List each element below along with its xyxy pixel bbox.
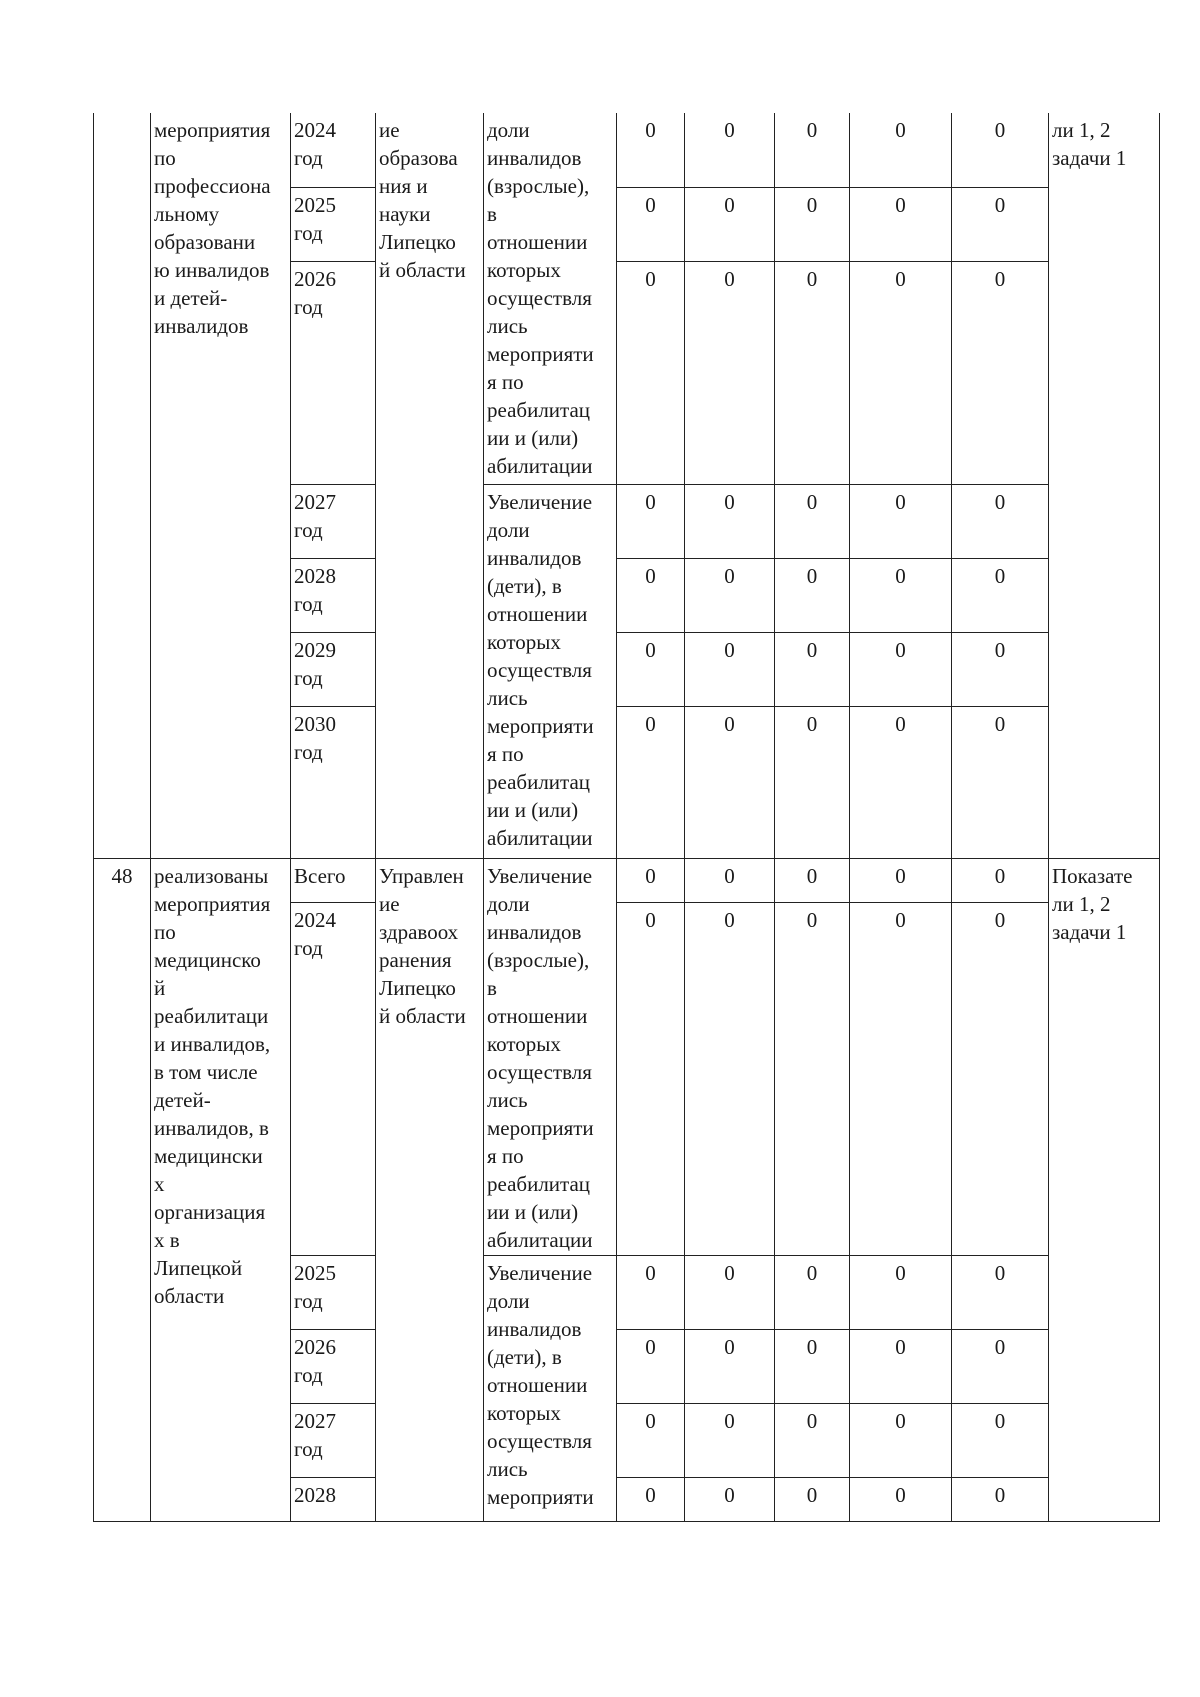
value-cell: 0: [952, 858, 1049, 902]
value-cell: 0: [685, 902, 775, 1255]
value-cell: 0: [617, 558, 685, 632]
year-cell: 2025 год: [291, 1255, 376, 1329]
indicator-children-cell: Увеличение доли инвалидов (дети), в отношении которых осуществля лись мероприяти я по реабилитац ии и (или) абилитации: [484, 484, 617, 858]
year-cell: 2027 год: [291, 484, 376, 558]
value-cell: 0: [952, 484, 1049, 558]
executor-cell: ие образова ния и науки Липецко й области: [376, 113, 484, 858]
value-cell: 0: [617, 187, 685, 261]
value-cell: 0: [850, 1403, 952, 1477]
indicator-children-cell: Увеличение доли инвалидов (дети), в отношении которых осуществля лись мероприяти: [484, 1255, 617, 1521]
value-cell: 0: [952, 1255, 1049, 1329]
row-number-cell: 48: [94, 858, 151, 1521]
value-cell: 0: [617, 1255, 685, 1329]
program-measures-table: [93, 113, 1160, 1522]
value-cell: 0: [952, 706, 1049, 858]
value-cell: 0: [685, 113, 775, 187]
value-cell: 0: [952, 113, 1049, 187]
value-cell: 0: [617, 113, 685, 187]
value-cell: 0: [850, 1255, 952, 1329]
value-cell: 0: [952, 1403, 1049, 1477]
year-cell: 2027 год: [291, 1403, 376, 1477]
value-cell: 0: [952, 902, 1049, 1255]
value-cell: 0: [685, 1403, 775, 1477]
value-cell: 0: [952, 1329, 1049, 1403]
value-cell: 0: [850, 484, 952, 558]
value-cell: 0: [775, 858, 850, 902]
measure-cell: мероприятия по профессиона льному образовани ю инвалидов и детей- инвалидов: [151, 113, 291, 858]
value-cell: 0: [617, 858, 685, 902]
value-cell: 0: [685, 632, 775, 706]
measure-cell: реализованы мероприятия по медицинско й реабилитаци и инвалидов, в том числе детей- инвалидов, в медицински х организация х в Липецкой области: [151, 858, 291, 1521]
value-cell: 0: [775, 902, 850, 1255]
value-cell: 0: [617, 632, 685, 706]
value-cell: 0: [775, 187, 850, 261]
year-cell: Всего: [291, 858, 376, 902]
value-cell: 0: [685, 261, 775, 484]
value-cell: 0: [775, 1477, 850, 1521]
note-cell: ли 1, 2 задачи 1: [1049, 113, 1160, 858]
value-cell: 0: [952, 261, 1049, 484]
value-cell: 0: [850, 632, 952, 706]
value-cell: 0: [850, 113, 952, 187]
year-cell: 2025 год: [291, 187, 376, 261]
year-cell: 2028 год: [291, 558, 376, 632]
value-cell: 0: [850, 1477, 952, 1521]
year-cell: 2026 год: [291, 261, 376, 484]
year-cell: 2029 год: [291, 632, 376, 706]
value-cell: 0: [685, 858, 775, 902]
value-cell: 0: [685, 1477, 775, 1521]
value-cell: 0: [775, 632, 850, 706]
value-cell: 0: [850, 902, 952, 1255]
value-cell: 0: [850, 187, 952, 261]
table-row: [94, 858, 1160, 902]
value-cell: 0: [617, 706, 685, 858]
value-cell: 0: [775, 706, 850, 858]
value-cell: 0: [685, 187, 775, 261]
value-cell: 0: [685, 1255, 775, 1329]
value-cell: 0: [952, 187, 1049, 261]
year-cell: 2024 год: [291, 902, 376, 1255]
value-cell: 0: [685, 1329, 775, 1403]
year-cell: 2024 год: [291, 113, 376, 187]
value-cell: 0: [685, 484, 775, 558]
value-cell: 0: [685, 558, 775, 632]
value-cell: 0: [850, 858, 952, 902]
value-cell: 0: [617, 484, 685, 558]
year-cell: 2028: [291, 1477, 376, 1521]
value-cell: 0: [952, 1477, 1049, 1521]
value-cell: 0: [850, 558, 952, 632]
value-cell: 0: [617, 1477, 685, 1521]
value-cell: 0: [685, 706, 775, 858]
value-cell: 0: [952, 558, 1049, 632]
year-cell: 2026 год: [291, 1329, 376, 1403]
value-cell: 0: [775, 558, 850, 632]
executor-cell: Управлен ие здравоох ранения Липецко й области: [376, 858, 484, 1521]
value-cell: 0: [617, 261, 685, 484]
value-cell: 0: [850, 261, 952, 484]
value-cell: 0: [617, 1329, 685, 1403]
value-cell: 0: [617, 902, 685, 1255]
note-cell: Показате ли 1, 2 задачи 1: [1049, 858, 1160, 1521]
row-number-cell: [94, 113, 151, 858]
year-cell: 2030 год: [291, 706, 376, 858]
value-cell: 0: [775, 484, 850, 558]
value-cell: 0: [850, 706, 952, 858]
indicator-adults-cell: доли инвалидов (взрослые), в отношении которых осуществля лись мероприяти я по реабилитац ии и (или) абилитации: [484, 113, 617, 484]
value-cell: 0: [775, 1403, 850, 1477]
value-cell: 0: [952, 632, 1049, 706]
value-cell: 0: [850, 1329, 952, 1403]
value-cell: 0: [775, 113, 850, 187]
table-row: [94, 113, 1160, 187]
value-cell: 0: [775, 1329, 850, 1403]
indicator-adults-cell: Увеличение доли инвалидов (взрослые), в отношении которых осуществля лись мероприяти я по реабилитац ии и (или) абилитации: [484, 858, 617, 1255]
value-cell: 0: [775, 1255, 850, 1329]
value-cell: 0: [617, 1403, 685, 1477]
value-cell: 0: [775, 261, 850, 484]
